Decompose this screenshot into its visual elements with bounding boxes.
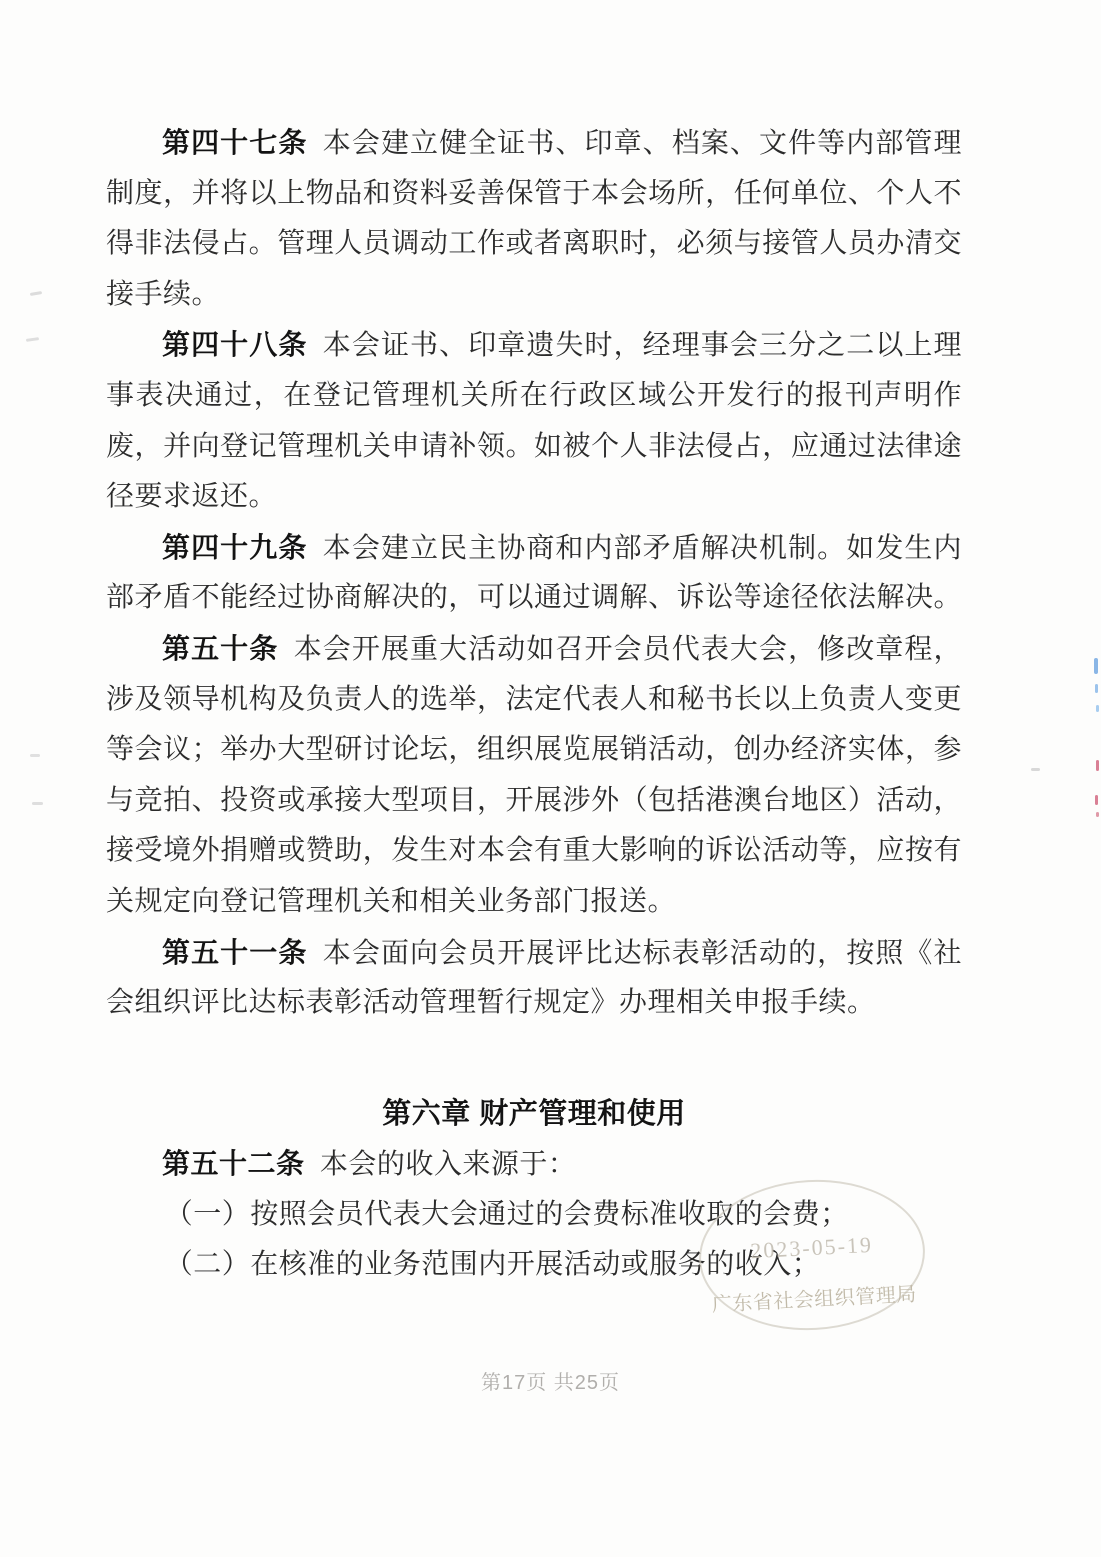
article-50-line-3: 等会议；举办大型研讨论坛，组织展览展销活动，创办经济实体，参 <box>106 734 962 766</box>
article-51-number: 第五十一条 <box>162 936 308 968</box>
scan-artifact-red-3 <box>1096 812 1099 817</box>
article-49-number: 第四十九条 <box>162 531 308 563</box>
article-49-line-1 <box>106 523 962 574</box>
scan-artifact-left-2 <box>26 337 39 342</box>
article-48-line-1 <box>106 320 962 371</box>
scan-artifact-left-4 <box>32 802 43 805</box>
stamp-agency-name: 广东省社会组织管理局 <box>711 1283 918 1317</box>
text-line: 本会建立民主协商和内部矛盾解决机制。如发生内 <box>322 532 962 564</box>
article-52-item-1: （一）按照会员代表大会通过的会费标准收取的会费； <box>164 1198 849 1230</box>
scan-artifact-blue-1 <box>1094 658 1098 674</box>
article-47-line-2: 制度，并将以上物品和资料妥善保管于本会场所，任何单位、个人不 <box>106 177 962 209</box>
article-49-line-2: 部矛盾不能经过协商解决的，可以通过调解、诉讼等途径依法解决。 <box>106 582 962 614</box>
article-50-line-6: 关规定向登记管理机关和相关业务部门报送。 <box>106 885 677 917</box>
article-52-line-1 <box>106 1139 962 1190</box>
article-47-number: 第四十七条 <box>162 127 308 158</box>
chapter-6-heading: 第六章 财产管理和使用 <box>382 1097 686 1130</box>
article-51-line-2: 会组织评比达标表彰活动管理暂行规定》办理相关申报手续。 <box>106 987 876 1019</box>
article-47-line-3: 得非法侵占。管理人员调动工作或者离职时，必须与接管人员办清交 <box>106 228 962 260</box>
article-51-line-1 <box>106 928 962 979</box>
scan-artifact-left-3 <box>30 754 40 757</box>
article-48-line-4: 径要求返还。 <box>106 481 278 513</box>
text-line: 本会证书、印章遗失时，经理事会三分之二以上理 <box>322 330 962 362</box>
scan-artifact-left-1 <box>30 291 42 296</box>
article-48-line-3: 废，并向登记管理机关申请补领。如被个人非法侵占，应通过法律途 <box>106 430 962 462</box>
scan-artifact-red-1 <box>1096 760 1099 771</box>
article-47-line-4: 接手续。 <box>106 278 221 310</box>
text-line: 本会面向会员开展评比达标表彰活动的，按照《社 <box>322 937 962 969</box>
article-50-number: 第五十条 <box>162 632 279 664</box>
stamp-date: 2023-05-19 <box>749 1231 874 1264</box>
article-48-number: 第四十八条 <box>162 329 308 361</box>
article-50-line-5: 接受境外捐赠或赞助，发生对本会有重大影响的诉讼活动等，应按有 <box>106 835 962 867</box>
page-footer: 第17页 共25页 <box>480 1372 621 1394</box>
scan-artifact-blue-3 <box>1096 705 1099 712</box>
scan-artifact-gray-dash <box>1031 768 1040 771</box>
article-50-line-4: 与竞拍、投资或承接大型项目，开展涉外（包括港澳台地区）活动， <box>106 784 962 816</box>
article-50-line-2: 涉及领导机构及负责人的选举，法定代表人和秘书长以上负责人变更 <box>106 683 962 715</box>
article-47-line-1 <box>106 118 962 169</box>
scan-artifact-blue-2 <box>1095 684 1098 693</box>
document-body <box>106 118 962 1291</box>
scan-artifact-red-2 <box>1095 795 1098 805</box>
text-line: 本会建立健全证书、印章、档案、文件等内部管理 <box>322 128 962 159</box>
article-50-line-1 <box>106 624 962 675</box>
article-52-item-2: （二）在核准的业务范围内开展活动或服务的收入； <box>164 1249 821 1281</box>
article-52-number: 第五十二条 <box>162 1148 305 1180</box>
article-48-line-2: 事表决通过，在登记管理机关所在行政区域公开发行的报刊声明作 <box>106 379 962 411</box>
text-line: 本会开展重大活动如召开会员代表大会，修改章程， <box>293 633 962 665</box>
text-line: 本会的收入来源于： <box>319 1149 577 1181</box>
